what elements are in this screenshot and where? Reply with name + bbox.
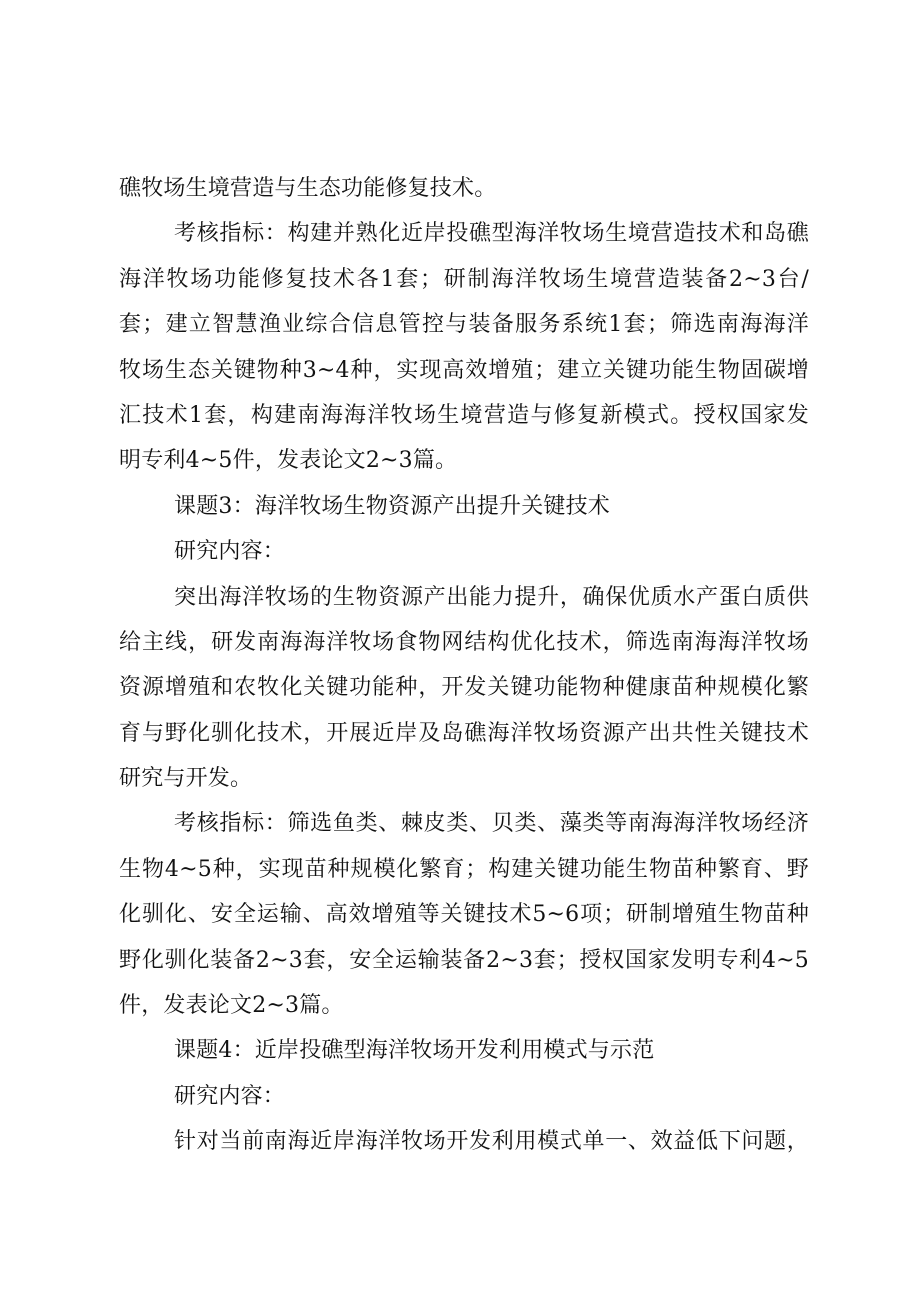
- text-line: 汇技术1套，构建南海海洋牧场生境营造与修复新模式。授权国家发: [119, 402, 809, 428]
- text-line: 牧场生态关键物种3~4种，实现高效增殖；建立关键功能生物固碳增: [119, 357, 809, 383]
- text-line: 海洋牧场功能修复技术各1套；研制海洋牧场生境营造装备2~3台/: [119, 266, 809, 292]
- text-line: 套；建立智慧渔业综合信息管控与装备服务系统1套；筛选南海海洋: [119, 312, 809, 338]
- text-line: 明专利4~5件，发表论文2~3篇。: [119, 448, 458, 474]
- text-line: 考核指标：筛选鱼类、棘皮类、贝类、藻类等南海海洋牧场经济: [174, 811, 809, 837]
- text-line: 课题4：近岸投礁型海洋牧场开发利用模式与示范: [174, 1038, 655, 1064]
- text-line: 给主线，研发南海海洋牧场食物网结构优化技术，筛选南海海洋牧场: [119, 629, 809, 655]
- text-line: 件，发表论文2~3篇。: [119, 993, 344, 1019]
- text-line: 针对当前南海近岸海洋牧场开发利用模式单一、效益低下问题，: [174, 1129, 809, 1155]
- text-line: 研究内容：: [174, 539, 286, 565]
- document-body: [119, 166, 809, 1165]
- text-line: 考核指标：构建并熟化近岸投礁型海洋牧场生境营造技术和岛礁: [174, 221, 809, 247]
- text-line: 生物4~5种，实现苗种规模化繁育；构建关键功能生物苗种繁育、野: [119, 856, 809, 882]
- text-line: 礁牧场生境营造与生态功能修复技术。: [119, 176, 497, 201]
- text-line: 资源增殖和农牧化关键功能种，开发关键功能物种健康苗种规模化繁: [119, 675, 809, 701]
- text-line: 化驯化、安全运输、高效增殖等关键技术5~6项；研制增殖生物苗种: [119, 902, 809, 928]
- text-line: 研究与开发。: [119, 766, 253, 792]
- text-line: 研究内容：: [174, 1083, 286, 1109]
- text-line: 突出海洋牧场的生物资源产出能力提升，确保优质水产蛋白质供: [174, 584, 809, 610]
- text-line: 课题3：海洋牧场生物资源产出提升关键技术: [174, 493, 610, 519]
- text-line: 育与野化驯化技术，开展近岸及岛礁海洋牧场资源产出共性关键技术: [119, 720, 809, 746]
- text-line: 野化驯化装备2~3套，安全运输装备2~3套；授权国家发明专利4~5: [119, 947, 809, 973]
